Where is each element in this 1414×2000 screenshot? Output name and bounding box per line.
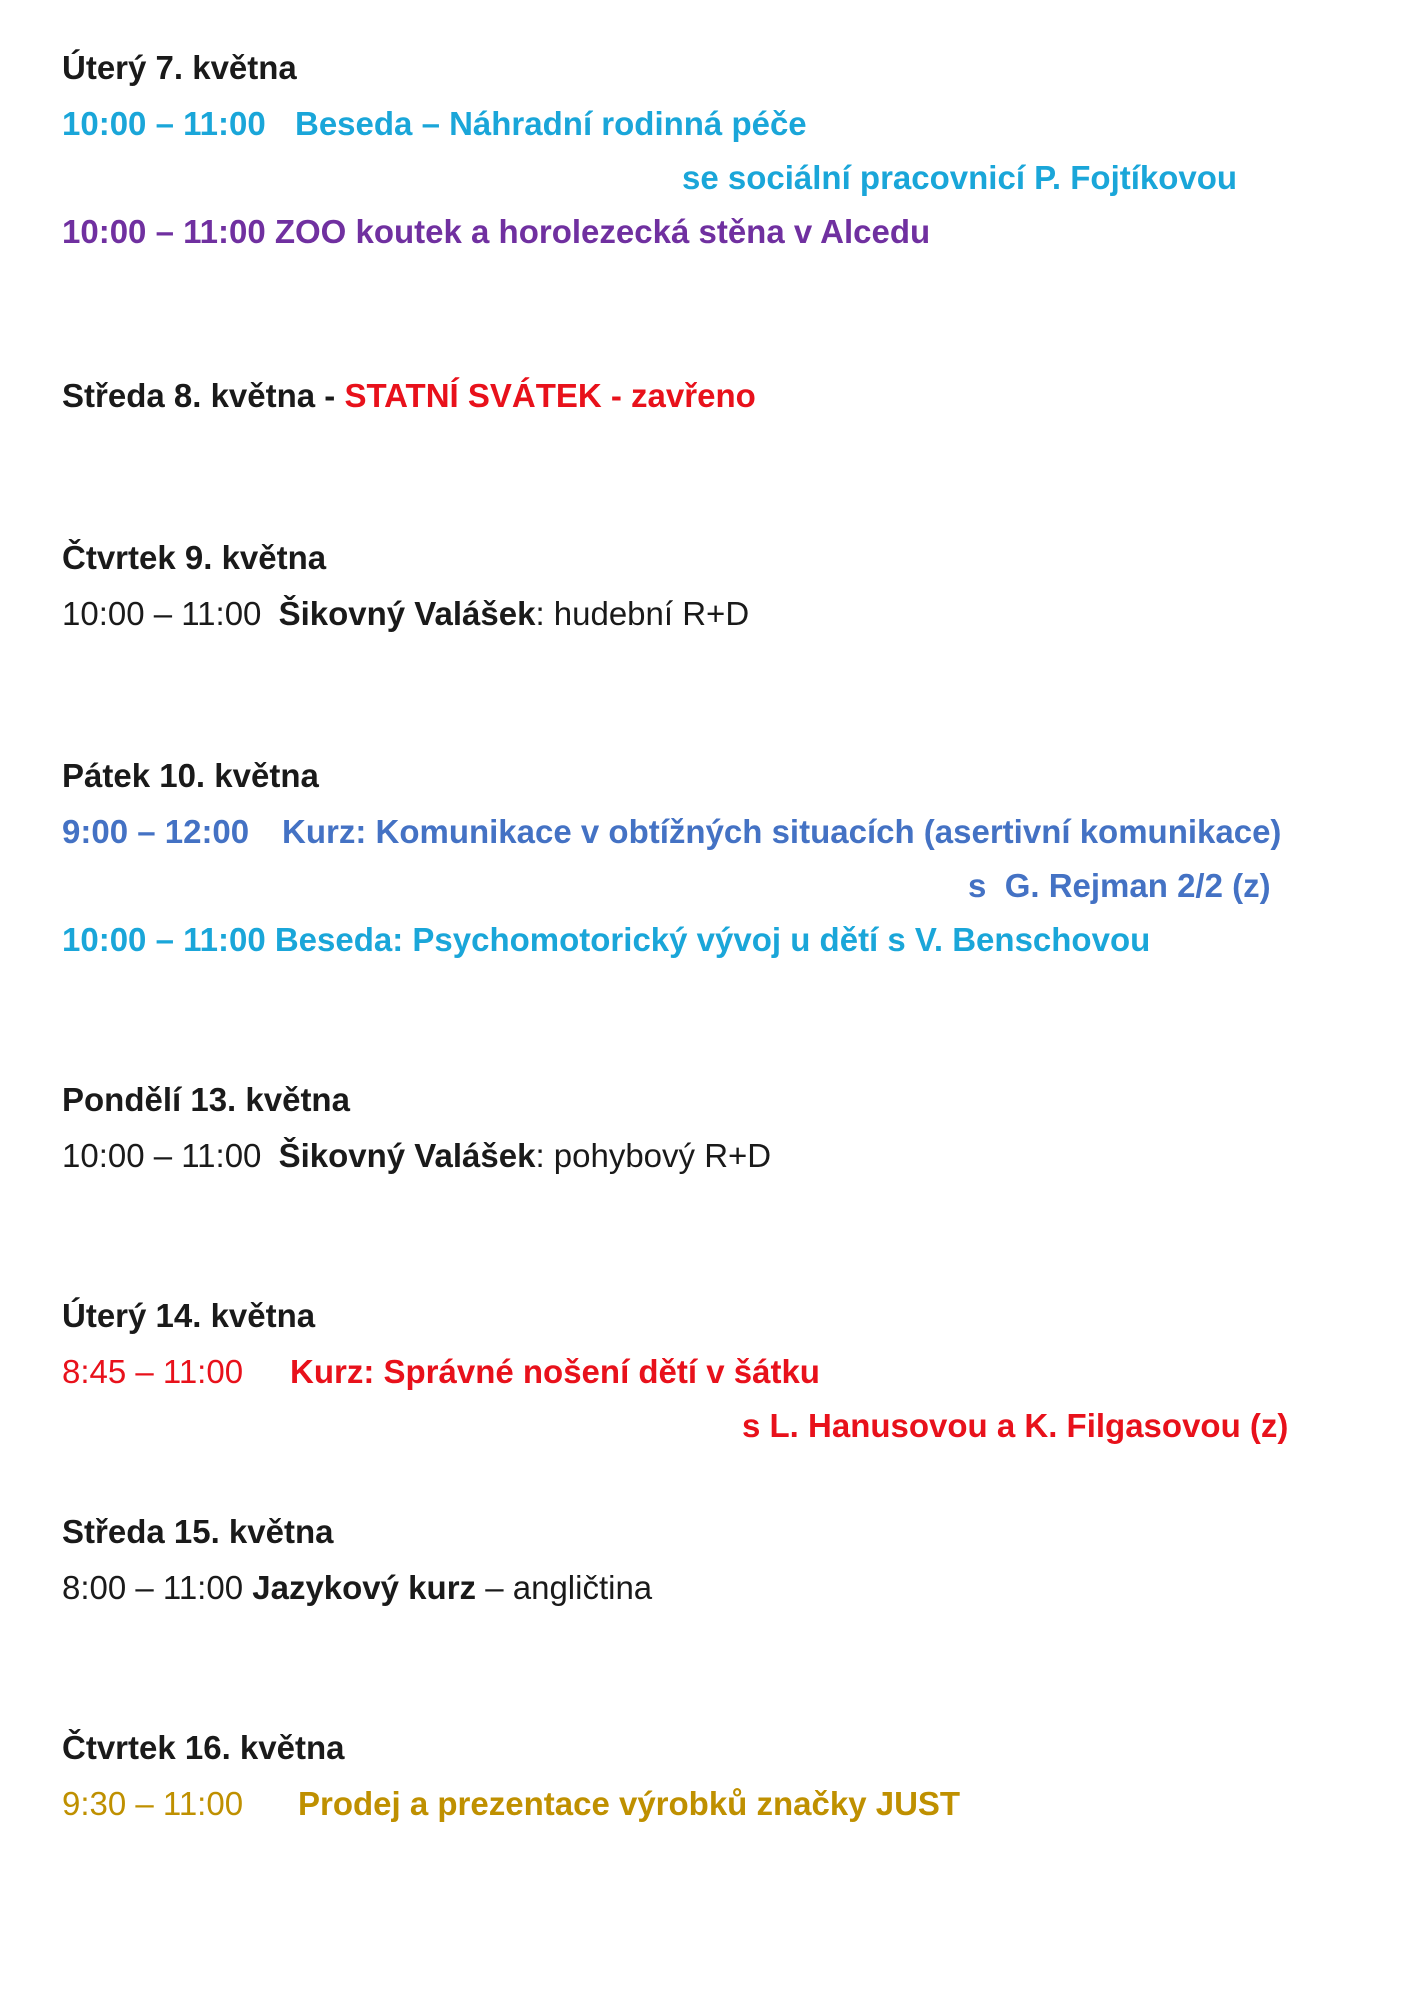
event-title: Šikovný Valášek (278, 1137, 536, 1174)
event-title: Prodej a prezentace výrobků značky JUST (298, 1785, 961, 1822)
event-time: 10:00 – 11:00 (62, 595, 262, 632)
event-time: 9:30 – 11:00 (62, 1785, 244, 1822)
event-title: Kurz: Správné nošení dětí v šátku (290, 1353, 820, 1390)
event-title: Beseda: Psychomotorický vývoj u dětí s V. Benschovou (274, 921, 1151, 958)
event-title: Beseda – Náhradní rodinná péče (295, 105, 807, 142)
day-heading-ct-9: Čtvrtek 9. května (62, 539, 327, 576)
day-heading-st-8 (62, 376, 756, 416)
event-title: Jazykový kurz (252, 1569, 477, 1606)
event-continuation: s L. Hanusovou a K. Filgasovou (z) (742, 1407, 1289, 1444)
event-detail: – angličtina (476, 1569, 653, 1606)
event-line (62, 920, 1150, 960)
day-heading-po-13: Pondělí 13. května (62, 1081, 350, 1118)
day-heading-ut-14: Úterý 14. května (62, 1297, 316, 1334)
day-heading-ct-16: Čtvrtek 16. května (62, 1729, 345, 1766)
event-line (62, 1568, 652, 1608)
event-title: Kurz: Komunikace v obtížných situacích (asertivní komunikace) (282, 813, 1282, 850)
event-continuation: se sociální pracovnicí P. Fojtíkovou (682, 159, 1238, 196)
day-heading-ut-7: Úterý 7. května (62, 49, 297, 86)
event-detail: : hudební R+D (535, 595, 750, 632)
day-heading-st-15: Středa 15. května (62, 1513, 334, 1550)
event-time: 8:00 – 11:00 (62, 1569, 244, 1606)
event-line (62, 594, 749, 634)
event-continuation: s G. Rejman 2/2 (z) (968, 867, 1271, 904)
event-time: 10:00 – 11:00 (62, 1137, 262, 1174)
event-time: 10:00 – 11:00 (62, 105, 266, 142)
event-title: ZOO koutek a horolezecká stěna v Alcedu (274, 213, 931, 250)
day-heading-pa-10: Pátek 10. května (62, 757, 319, 794)
event-title: Šikovný Valášek (278, 595, 536, 632)
event-line (62, 1136, 771, 1176)
holiday-note: STATNÍ SVÁTEK - zavřeno (344, 377, 756, 414)
event-line (62, 212, 930, 252)
event-time: 10:00 – 11:00 (62, 921, 266, 958)
day-heading-text: Středa 8. května (62, 377, 316, 414)
event-time: 8:45 – 11:00 (62, 1353, 244, 1390)
heading-separator: - (315, 377, 345, 414)
event-detail: : pohybový R+D (535, 1137, 772, 1174)
event-time: 10:00 – 11:00 (62, 213, 266, 250)
event-time: 9:00 – 12:00 (62, 813, 250, 850)
